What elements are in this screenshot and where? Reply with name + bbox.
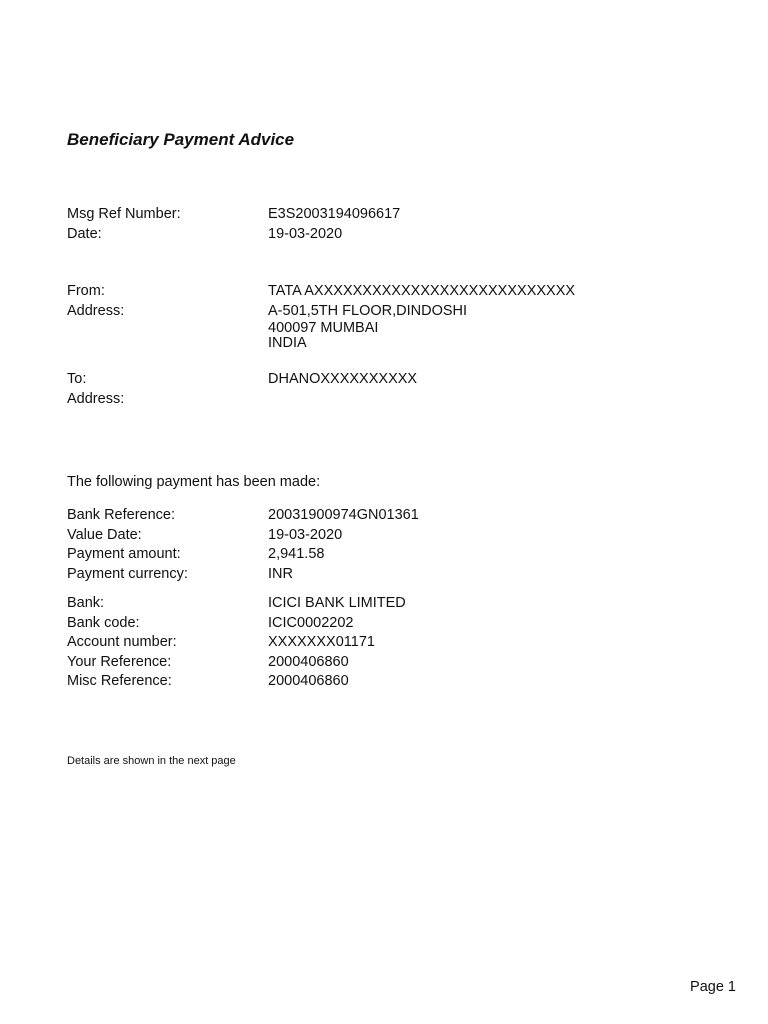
misc-reference-value: 2000406860 — [268, 673, 349, 689]
account-number-row — [67, 633, 707, 653]
bank-reference-row — [67, 506, 707, 526]
value-date-label: Value Date: — [67, 526, 142, 543]
from-label: From: — [67, 283, 105, 299]
payment-amount-label: Payment amount: — [67, 546, 181, 562]
your-reference-row — [67, 653, 707, 673]
bank-value: ICICI BANK LIMITED — [268, 595, 406, 611]
bank-label: Bank: — [67, 595, 105, 611]
bank-code-label: Bank code: — [67, 614, 140, 631]
bank-code-row — [67, 614, 707, 634]
misc-reference-row — [67, 672, 707, 692]
details-note: Details are shown in the next page — [67, 755, 236, 767]
header-block — [67, 205, 707, 244]
from-value: TATA AXXXXXXXXXXXXXXXXXXXXXXXXXXX — [268, 283, 576, 299]
msg-ref-label: Msg Ref Number: — [67, 206, 181, 222]
intro-text: The following payment has been made: — [67, 474, 321, 490]
msg-ref-value: E3S2003194096617 — [268, 206, 401, 222]
from-address-value — [268, 302, 707, 351]
account-number-value: XXXXXXX01171 — [268, 634, 375, 650]
to-label: To: — [67, 371, 87, 387]
bank-row — [67, 594, 707, 614]
from-row — [67, 282, 707, 302]
bank-reference-value: 20031900974GN01361 — [268, 507, 419, 523]
payment-amount-value: 2,941.58 — [268, 546, 325, 562]
bank-block — [67, 594, 707, 692]
to-value: DHANOXXXXXXXXXX — [268, 371, 418, 387]
value-date-value: 19-03-2020 — [268, 526, 343, 543]
to-address-row — [67, 390, 707, 410]
misc-reference-label: Misc Reference: — [67, 673, 172, 689]
from-address-row — [67, 302, 707, 351]
bank-code-value: ICIC0002202 — [268, 614, 354, 631]
date-row — [67, 225, 707, 245]
document-title: Beneficiary Payment Advice — [67, 130, 295, 149]
from-address-line-2: 400097 MUMBAI — [268, 320, 379, 336]
from-address-line-3: INDIA — [268, 334, 307, 351]
payment-currency-label: Payment currency: — [67, 565, 188, 582]
your-reference-value: 2000406860 — [268, 653, 349, 670]
date-value: 19-03-2020 — [268, 225, 343, 242]
bank-reference-label: Bank Reference: — [67, 507, 176, 523]
payment-block — [67, 506, 707, 584]
to-address-label: Address: — [67, 390, 125, 407]
to-address-value — [268, 390, 707, 410]
to-row — [67, 370, 707, 390]
payment-currency-row — [67, 565, 707, 585]
payment-amount-row — [67, 545, 707, 565]
msg-ref-row — [67, 205, 707, 225]
payment-currency-value: INR — [268, 565, 293, 582]
date-label: Date: — [67, 225, 102, 242]
to-block — [67, 370, 707, 409]
page-number: Page 1 — [690, 979, 736, 995]
from-block — [67, 282, 707, 351]
from-address-label: Address: — [67, 302, 125, 319]
account-number-label: Account number: — [67, 634, 177, 650]
value-date-row — [67, 526, 707, 546]
from-address-line-1: A-501,5TH FLOOR,DINDOSHI — [268, 302, 468, 319]
your-reference-label: Your Reference: — [67, 653, 172, 670]
